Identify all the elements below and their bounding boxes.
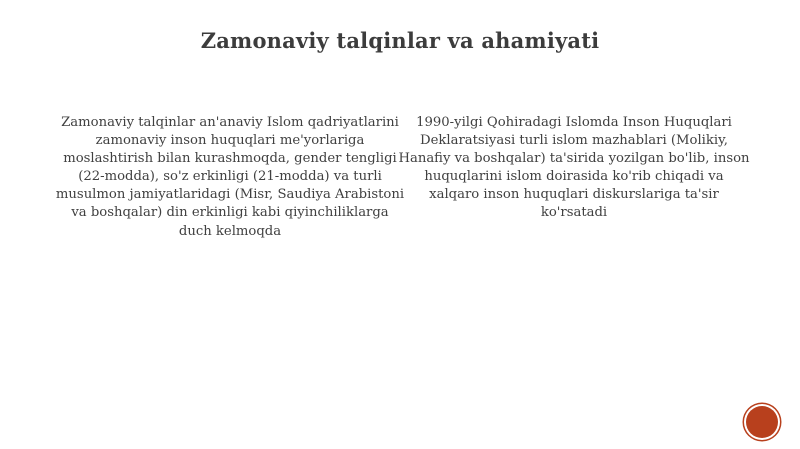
right-text-block: 1990-yilgi Qohiradagi Islomda Inson Huquqlari Deklaratsiyasi turli islom mazhablari (Molikiy, Hanafiy va boshqalar) ta'sirida yozilgan bo'lib, inson huquqlarini islom doirasida ko'rib chiqadi va xalqaro inson huquqlari diskurslariga ta'sir ko'rsatadi <box>398 115 750 221</box>
slide-title: Zamonaviy talqinlar va ahamiyati <box>200 28 600 53</box>
circle-nav-icon[interactable] <box>746 406 778 438</box>
left-text-block: Zamonaviy talqinlar an'anaviy Islom qadriyatlarini zamonaviy inson huquqlari me'yorlariga moslashtirish bilan kurashmoqda, gender tengligi (22-modda), so'z erkinligi (21-modda) va turli musulmon jamiyatlaridagi (Misr, Saudiya Arabistoni va boshqalar) din erkinligi kabi qiyinchiliklarga duch kelmoqda <box>55 115 405 239</box>
